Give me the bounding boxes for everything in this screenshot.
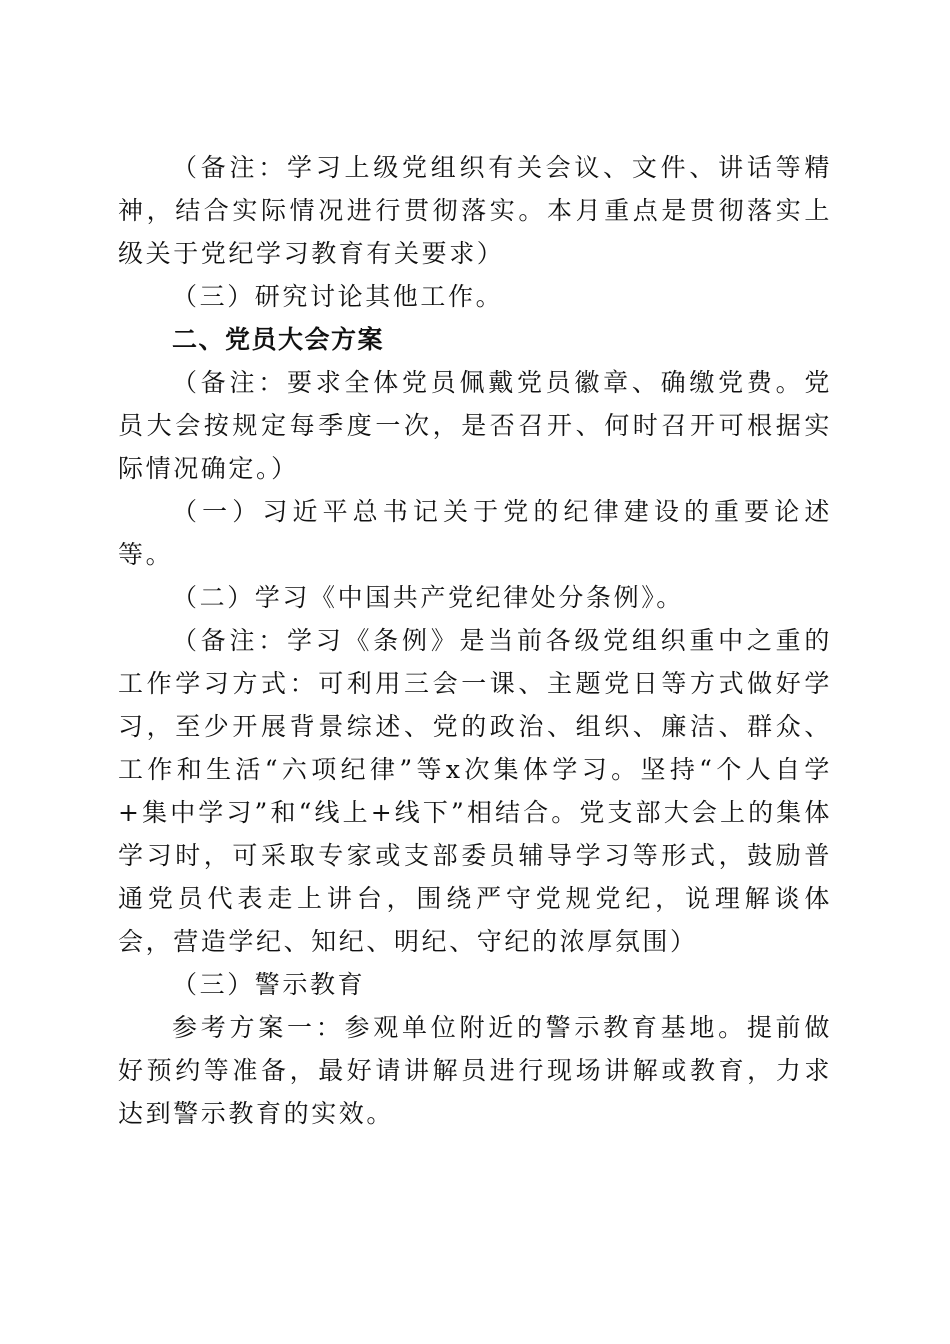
section-heading-party-meeting: 二、党员大会方案 xyxy=(172,325,385,354)
note-paragraph-implement: （备注：学习上级党组织有关会议、文件、讲话等精神，结合实际情况进行贯彻落实。本月重点是贯彻落实上级关于党纪学习教育有关要求） xyxy=(118,153,832,268)
item-paragraph-other-work: （三）研究讨论其他工作。 xyxy=(172,282,504,311)
note-paragraph-meeting-requirements: （备注：要求全体党员佩戴党员徽章、确缴党费。党员大会按规定每季度一次，是否召开、何时召开可根据实际情况确定。） xyxy=(118,368,832,483)
item-paragraph-warning-education: （三）警示教育 xyxy=(172,970,366,999)
item-paragraph-study-regulations: （二）学习《中国共产党纪律处分条例》。 xyxy=(172,583,684,612)
item-paragraph-discipline-discourse: （一）习近平总书记关于党的纪律建设的重要论述等。 xyxy=(118,497,832,569)
document-body xyxy=(118,146,832,1135)
plan-paragraph-option-one: 参考方案一：参观单位附近的警示教育基地。提前做好预约等准备，最好请讲解员进行现场讲解或教育，力求达到警示教育的实效。 xyxy=(118,1013,832,1128)
note-paragraph-study-methods: （备注：学习《条例》是当前各级党组织重中之重的工作学习方式：可利用三会一课、主题党日等方式做好学习，至少开展背景综述、党的政治、组织、廉洁、群众、工作和生活“六项纪律”等x次集体学习。坚持“个人自学+集中学习”和“线上+线下”相结合。党支部大会上的集体学习时，可采取专家或支部委员辅导学习等形式，鼓励普通党员代表走上讲台，围绕严守党规党纪，说理解谈体会，营造学纪、知纪、明纪、守纪的浓厚氛围） xyxy=(118,626,832,956)
